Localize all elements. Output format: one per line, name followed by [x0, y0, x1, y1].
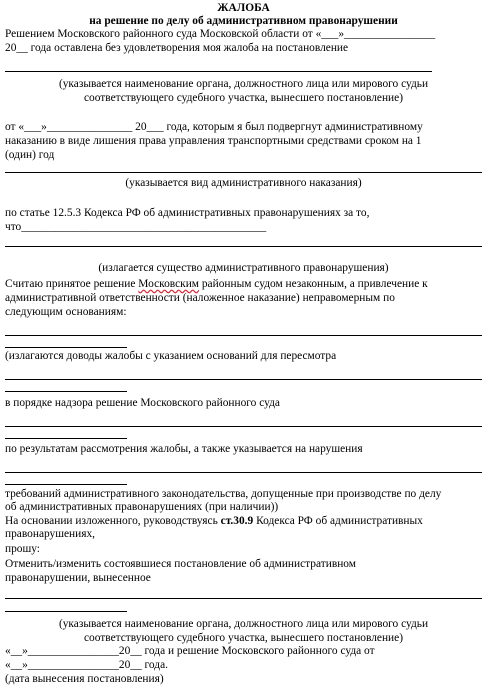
paragraph-line: следующим основаниям: — [5, 306, 127, 318]
paragraph-line: (один) год — [5, 149, 55, 161]
paragraph-line: 20__ года оставлена без удовлетворения моя жалоба на постановление — [5, 42, 349, 54]
paragraph-line: требований административного законодательства, допущенные при производстве по делу — [5, 488, 442, 500]
paragraph-line: Решением Московского районного суда Московской области от «___»________________ — [5, 28, 436, 40]
paragraph-line: На основании изложенного, руководствуясь ст.30.9 Кодекса РФ об административных — [5, 515, 423, 527]
blank-line — [5, 598, 482, 599]
hint-text: (указывается наименование органа, должностного лица или мирового судьи — [58, 618, 429, 630]
paragraph-line: по статье 12.5.3 Кодекса РФ об административных правонарушениях за то, — [5, 207, 370, 219]
paragraph-line: Отменить/изменить состоявшиеся постановление об административном — [5, 558, 356, 570]
document-subtitle: на решение по делу об административном правонарушении — [89, 15, 398, 27]
paragraph-line: об административных правонарушениях (при наличии)) — [5, 501, 279, 513]
blank-line — [5, 611, 127, 612]
paragraph-line: наказанию в виде лишения права управления транспортными средствами сроком на 1 — [5, 135, 422, 147]
hint-text: (указывается наименование органа, должностного лица или мирового судьи — [58, 78, 429, 90]
blank-line — [5, 335, 482, 336]
paragraph-line: Считаю принятое решение Московским районным судом незаконным, а привлечение к — [5, 278, 428, 290]
paragraph-line: административной ответственности (наложенное наказание) неправомерным по — [5, 292, 395, 304]
blank-line — [5, 246, 482, 247]
blank-line — [5, 379, 482, 380]
blank-line — [5, 472, 482, 473]
hint-text: (излагается существо административного правонарушения) — [98, 262, 389, 274]
paragraph-line: «__»________________20__ года и решение Московского районного суда от — [5, 645, 375, 657]
blank-line — [5, 71, 432, 72]
paragraph-line: от «___»_______________ 20___ года, которым я был подвергнут административному — [5, 121, 423, 133]
hint-text: (указывается вид административного наказания) — [125, 177, 362, 189]
paragraph-line: (дата вынесения постановления) — [5, 673, 164, 685]
blank-line — [5, 484, 127, 485]
article-reference: ст.30.9 — [220, 515, 254, 527]
blank-line — [5, 391, 127, 392]
paragraph-line: (излагаются доводы жалобы с указанием оснований для пересмотра — [5, 350, 337, 362]
paragraph-line: правонарушениях, — [5, 528, 96, 540]
paragraph-line: по результатам рассмотрения жалобы, а также указывается на нарушения — [5, 443, 363, 455]
paragraph-line: в порядке надзора решение Московского районного суда — [5, 397, 280, 409]
blank-line — [5, 426, 482, 427]
blank-line — [5, 438, 127, 439]
hint-text: соответствующего судебного участка, вынесшего постановление) — [83, 632, 403, 644]
paragraph-line: «__»________________20__ года. — [5, 659, 168, 671]
spellcheck-word: Московским — [138, 278, 200, 290]
paragraph-line: прошу: — [5, 543, 40, 555]
paragraph-line: что___________________________________________ — [5, 221, 267, 233]
paragraph-line: правонарушении, вынесенное — [5, 572, 151, 584]
blank-line — [5, 347, 127, 348]
document-title: ЖАЛОБА — [217, 2, 270, 14]
hint-text: соответствующего судебного участка, вынесшего постановление) — [83, 92, 403, 104]
blank-line — [5, 172, 482, 173]
